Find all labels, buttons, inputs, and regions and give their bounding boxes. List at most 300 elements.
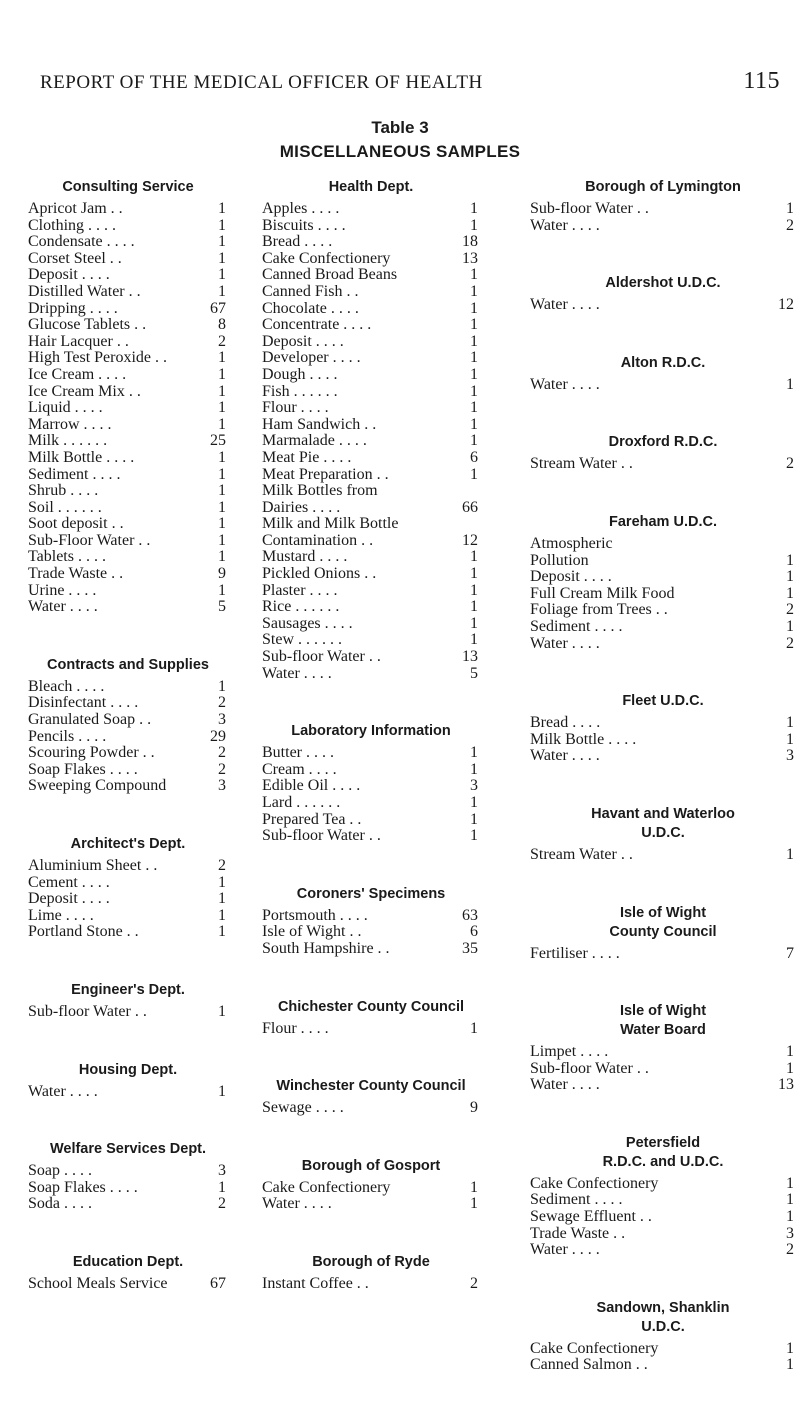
sample-row: [530, 847, 796, 864]
sample-count: 1: [470, 581, 478, 599]
sample-label: Ice Cream . . . .: [28, 365, 127, 383]
sample-label: Disinfectant . . . .: [28, 694, 139, 712]
sample-row: [530, 586, 796, 603]
sample-count: 1: [470, 794, 478, 811]
sample-row: [262, 795, 480, 812]
sample-row: [262, 301, 480, 318]
sample-section: [530, 433, 796, 473]
sample-count: 8: [218, 316, 226, 334]
sample-row: [530, 1061, 796, 1078]
sample-label: Soap Flakes . . . .: [28, 1178, 138, 1196]
sample-label: Atmospheric Pollution: [530, 534, 613, 569]
sample-row: [262, 583, 480, 600]
sample-count: 1: [470, 216, 478, 234]
sample-label: Sewage Effluent . .: [530, 1208, 652, 1226]
sample-label: Limpet . . . .: [530, 1043, 609, 1061]
sample-row: [262, 516, 480, 549]
sample-section: [262, 1077, 480, 1117]
sample-count: 1: [470, 744, 478, 762]
sample-row: [262, 649, 480, 666]
sample-row: [28, 566, 228, 583]
sample-row: [530, 748, 796, 765]
sample-row: [530, 1209, 796, 1226]
sample-label: Soap . . . .: [28, 1162, 92, 1180]
sample-label: Developer . . . .: [262, 349, 361, 367]
sample-row: [262, 467, 480, 484]
sample-count: 1: [786, 1043, 794, 1061]
sample-section: [530, 805, 796, 864]
sample-label: Full Cream Milk Food: [530, 584, 675, 602]
sample-row: [28, 1004, 228, 1021]
sample-row: [262, 1021, 480, 1038]
sample-row: [262, 666, 480, 683]
sample-row: [28, 891, 228, 908]
sample-row: [28, 1276, 228, 1293]
sample-count: 2: [786, 601, 794, 619]
sample-count: 9: [218, 565, 226, 583]
sample-label: Granulated Soap . .: [28, 711, 152, 729]
sample-count: 1: [218, 890, 226, 908]
sample-row: [262, 1180, 480, 1197]
sample-label: Biscuits . . . .: [262, 216, 346, 234]
section-heading: Coroners' Specimens: [296, 885, 446, 902]
sample-row: [262, 941, 480, 958]
sample-label: Mustard . . . .: [262, 548, 348, 566]
sample-row: [28, 908, 228, 925]
section-heading: Housing Dept.: [78, 1061, 178, 1078]
sample-label: Dough . . . .: [262, 365, 338, 383]
sample-row: [28, 599, 228, 616]
sample-label: Marmalade . . . .: [262, 432, 367, 450]
sample-label: Water . . . .: [28, 1082, 98, 1100]
sample-row: [28, 201, 228, 218]
sample-count: 1: [218, 399, 226, 417]
page-number: 115: [743, 68, 780, 94]
sample-count: 2: [218, 857, 226, 874]
sample-count: 1: [218, 200, 226, 217]
sample-label: Bread . . . .: [530, 714, 601, 732]
sample-row: [530, 732, 796, 749]
section-heading: Welfare Services Dept.: [49, 1141, 207, 1158]
sample-count: 1: [218, 365, 226, 383]
sample-count: 2: [470, 1274, 478, 1292]
sample-count: 1: [470, 1178, 478, 1196]
sample-section: [262, 722, 480, 845]
sample-count: 3: [470, 777, 478, 795]
sample-label: Water . . . .: [530, 634, 600, 652]
section-heading: Fareham U.D.C.: [609, 513, 717, 530]
sample-row: [28, 1196, 228, 1213]
sample-label: Butter . . . .: [262, 744, 334, 762]
sample-count: 63: [462, 906, 478, 924]
sample-count: 1: [218, 548, 226, 566]
sample-count: 1: [786, 617, 794, 635]
sample-label: Rice . . . . . .: [262, 598, 340, 616]
sample-row: [28, 467, 228, 484]
sample-row: [28, 450, 228, 467]
section-heading: Isle of Wight County Council: [609, 904, 717, 940]
table-title: MISCELLANEOUS SAMPLES: [279, 142, 521, 161]
sample-count: 1: [470, 332, 478, 350]
sample-count: 1: [470, 827, 478, 845]
sample-label: Scouring Powder . .: [28, 744, 155, 762]
sample-count: 1: [786, 551, 794, 569]
sample-label: Isle of Wight . .: [262, 923, 362, 941]
sample-section: [28, 981, 228, 1021]
sample-row: [28, 762, 228, 779]
sample-count: 7: [786, 944, 794, 962]
sample-row: [262, 812, 480, 829]
sample-label: School Meals Service: [28, 1274, 168, 1292]
table-heading: [0, 118, 800, 162]
sample-label: Aluminium Sheet . .: [28, 857, 158, 874]
sample-label: Deposit . . . .: [530, 568, 612, 586]
sample-row: [28, 1180, 228, 1197]
sample-label: Portland Stone . .: [28, 923, 139, 941]
sample-row: [262, 549, 480, 566]
sample-row: [530, 715, 796, 732]
section-heading: Winchester County Council: [276, 1078, 466, 1095]
sample-label: Water . . . .: [530, 1076, 600, 1094]
sample-row: [28, 679, 228, 696]
table-number: Table 3: [371, 118, 429, 137]
sample-row: [262, 400, 480, 417]
sample-row: [530, 201, 796, 218]
sample-row: [262, 334, 480, 351]
sample-label: Sediment . . . .: [28, 465, 121, 483]
sample-label: Sub-floor Water . .: [262, 648, 381, 666]
sample-label: Cake Confectionery: [262, 1178, 391, 1196]
sample-count: 1: [470, 200, 478, 217]
sample-section: [262, 1157, 480, 1213]
sample-label: Meat Preparation . .: [262, 465, 389, 483]
sample-label: Pickled Onions . .: [262, 565, 377, 583]
sample-label: Ham Sandwich . .: [262, 415, 377, 433]
sample-row: [28, 400, 228, 417]
sample-count: 9: [470, 1099, 478, 1117]
sample-count: 2: [218, 1195, 226, 1213]
sample-row: [262, 284, 480, 301]
sample-count: 1: [786, 845, 794, 863]
section-heading: Engineer's Dept.: [71, 981, 185, 998]
sample-row: [28, 712, 228, 729]
sample-label: Shrub . . . .: [28, 482, 99, 500]
sample-count: 13: [462, 648, 478, 666]
sample-row: [530, 456, 796, 473]
sample-label: Lime . . . .: [28, 906, 94, 924]
sample-label: Milk and Milk Bottle Contamination . .: [262, 515, 399, 549]
sample-row: [262, 367, 480, 384]
sample-count: 6: [470, 923, 478, 941]
sample-count: 1: [786, 568, 794, 586]
sample-section: [530, 513, 796, 652]
sample-label: Foliage from Trees . .: [530, 601, 668, 619]
sample-row: [262, 251, 480, 268]
sample-label: Soda . . . .: [28, 1195, 92, 1213]
sample-row: [530, 377, 796, 394]
sample-row: [262, 218, 480, 235]
sample-row: [530, 569, 796, 586]
sample-row: [28, 858, 228, 875]
sample-label: Dripping . . . .: [28, 299, 118, 317]
sample-row: [530, 1044, 796, 1061]
sample-section: [28, 835, 228, 941]
sample-count: 1: [218, 581, 226, 599]
sample-count: 1: [470, 1195, 478, 1213]
sample-label: South Hampshire . .: [262, 939, 390, 957]
sample-label: Stew . . . . . .: [262, 631, 342, 649]
sample-label: Soil . . . . . .: [28, 498, 102, 516]
sample-label: Soot deposit . .: [28, 515, 124, 533]
sample-row: [28, 317, 228, 334]
sample-count: 2: [786, 455, 794, 473]
sample-row: [262, 828, 480, 845]
sample-section: [530, 274, 796, 314]
sample-count: 2: [786, 634, 794, 652]
sample-count: 1: [470, 365, 478, 383]
sample-row: [28, 1163, 228, 1180]
sample-label: Fertiliser . . . .: [530, 944, 620, 962]
sample-count: 1: [218, 677, 226, 695]
sample-row: [262, 616, 480, 633]
section-heading: Sandown, Shanklin U.D.C.: [596, 1299, 730, 1335]
sample-count: 1: [470, 399, 478, 417]
sample-count: 1: [218, 282, 226, 300]
sample-label: Fish . . . . . .: [262, 382, 338, 400]
sample-row: [28, 218, 228, 235]
sample-row: [262, 201, 480, 218]
sample-label: Apples . . . .: [262, 200, 340, 217]
sample-label: Sediment . . . .: [530, 617, 623, 635]
sample-count: 5: [470, 664, 478, 682]
sample-row: [262, 1196, 480, 1213]
column-3: [530, 178, 796, 1374]
sample-label: Deposit . . . .: [28, 890, 110, 908]
sample-row: [530, 1357, 796, 1374]
sample-row: [28, 549, 228, 566]
sample-row: [28, 1084, 228, 1101]
sample-count: 2: [786, 1241, 794, 1259]
sample-label: Lard . . . . . .: [262, 794, 341, 811]
sample-label: Deposit . . . .: [28, 266, 110, 284]
sample-label: Water . . . .: [28, 598, 98, 616]
sample-label: Apricot Jam . .: [28, 200, 123, 217]
sample-row: [262, 599, 480, 616]
sample-count: 1: [470, 282, 478, 300]
sample-row: [530, 1077, 796, 1094]
sample-count: 1: [786, 1059, 794, 1077]
sample-count: 1: [218, 233, 226, 251]
sample-count: 1: [470, 432, 478, 450]
sample-count: 1: [218, 906, 226, 924]
sample-label: Distilled Water . .: [28, 282, 141, 300]
sample-label: Clothing . . . .: [28, 216, 117, 234]
sample-section: [530, 178, 796, 234]
sample-row: [28, 924, 228, 941]
sample-label: Sub-Floor Water . .: [28, 531, 151, 549]
sample-section: [262, 885, 480, 958]
sample-section: [28, 1061, 228, 1101]
sample-label: Meat Pie . . . .: [262, 448, 352, 466]
sample-label: Trade Waste . .: [530, 1224, 626, 1242]
sample-label: Milk Bottle . . . .: [28, 448, 135, 466]
sample-section: [28, 178, 228, 616]
sample-count: 2: [218, 744, 226, 762]
sample-label: Deposit . . . .: [262, 332, 344, 350]
sample-section: [530, 1134, 796, 1259]
sample-row: [28, 350, 228, 367]
sample-count: 1: [218, 266, 226, 284]
sample-label: Tablets . . . .: [28, 548, 106, 566]
sample-count: 1: [786, 714, 794, 732]
sample-section: [28, 656, 228, 795]
sample-row: [262, 778, 480, 795]
sample-label: Flour . . . .: [262, 399, 329, 417]
sample-count: 2: [218, 760, 226, 778]
sample-label: Cake Confectionery: [530, 1174, 659, 1192]
section-heading: Borough of Ryde: [312, 1253, 430, 1270]
sample-count: 2: [218, 332, 226, 350]
section-heading: Petersfield R.D.C. and U.D.C.: [602, 1134, 724, 1170]
sample-count: 1: [470, 299, 478, 317]
sample-row: [28, 729, 228, 746]
sample-count: 1: [470, 415, 478, 433]
sample-label: Canned Broad Beans: [262, 266, 398, 284]
sample-section: [262, 998, 480, 1038]
sample-count: 1: [218, 216, 226, 234]
sample-label: Urine . . . .: [28, 581, 97, 599]
sample-row: [262, 566, 480, 583]
sample-label: Stream Water . .: [530, 845, 633, 863]
sample-count: 1: [470, 810, 478, 828]
sample-count: 2: [786, 216, 794, 234]
column-1: [28, 178, 228, 1293]
sample-count: 1: [218, 1178, 226, 1196]
sample-label: Corset Steel . .: [28, 249, 122, 267]
sample-count: 1: [218, 1082, 226, 1100]
sample-label: Milk Bottles from Dairies . . . .: [262, 482, 378, 516]
sample-row: [262, 350, 480, 367]
sample-row: [262, 632, 480, 649]
sample-row: [262, 450, 480, 467]
sample-count: 1: [470, 349, 478, 367]
sample-row: [530, 1192, 796, 1209]
sample-label: Bleach . . . .: [28, 677, 105, 695]
sample-label: Instant Coffee . .: [262, 1274, 369, 1292]
sample-row: [262, 762, 480, 779]
sample-label: Milk Bottle . . . .: [530, 730, 637, 748]
sample-count: 1: [470, 316, 478, 334]
section-heading: Alton R.D.C.: [620, 354, 706, 371]
sample-label: Sediment . . . .: [530, 1191, 623, 1209]
sample-row: [28, 500, 228, 517]
sample-label: Sewage . . . .: [262, 1099, 344, 1117]
sample-count: 1: [470, 598, 478, 616]
section-heading: Laboratory Information: [291, 723, 451, 740]
sample-section: [530, 692, 796, 765]
sample-count: 1: [470, 465, 478, 483]
sample-row: [28, 367, 228, 384]
sample-count: 1: [786, 1356, 794, 1374]
sample-count: 3: [218, 1162, 226, 1180]
sample-section: [530, 1299, 796, 1374]
sample-count: 13: [462, 249, 478, 267]
sample-count: 1: [470, 548, 478, 566]
sample-count: 1: [786, 200, 794, 217]
running-title: REPORT OF THE MEDICAL OFFICER OF HEALTH: [40, 72, 483, 93]
sample-label: Marrow . . . .: [28, 415, 112, 433]
section-heading: Fleet U.D.C.: [622, 693, 704, 710]
sample-count: 6: [470, 448, 478, 466]
sample-count: 3: [786, 747, 794, 765]
sample-label: Canned Salmon . .: [530, 1356, 648, 1374]
sample-section: [530, 904, 796, 963]
sample-row: [262, 317, 480, 334]
section-heading: Droxford R.D.C.: [608, 434, 718, 451]
sample-row: [530, 602, 796, 619]
sample-count: 1: [786, 1208, 794, 1226]
sample-count: 2: [218, 694, 226, 712]
sample-label: Ice Cream Mix . .: [28, 382, 141, 400]
sample-row: [530, 1341, 796, 1358]
sample-count: 1: [786, 375, 794, 393]
sample-label: Plaster . . . .: [262, 581, 338, 599]
sample-count: 1: [218, 382, 226, 400]
sample-count: 1: [786, 1174, 794, 1192]
sample-label: Sub-floor Water . .: [530, 200, 649, 217]
sample-count: 13: [778, 1076, 794, 1094]
sample-count: 67: [210, 299, 226, 317]
sample-count: 3: [218, 777, 226, 795]
sample-label: Trade Waste . .: [28, 565, 124, 583]
sample-count: 3: [786, 1224, 794, 1242]
sample-row: [262, 433, 480, 450]
sample-label: Water . . . .: [530, 216, 600, 234]
sample-count: 1: [470, 760, 478, 778]
section-heading: Borough of Gosport: [301, 1157, 441, 1174]
sample-label: Glucose Tablets . .: [28, 316, 147, 334]
sample-row: [262, 924, 480, 941]
sample-section: [262, 1253, 480, 1293]
sample-row: [530, 218, 796, 235]
sample-row: [530, 946, 796, 963]
sample-label: Soap Flakes . . . .: [28, 760, 138, 778]
sample-row: [262, 1276, 480, 1293]
sample-count: 12: [778, 296, 794, 314]
sample-row: [28, 301, 228, 318]
sample-label: Hair Lacquer . .: [28, 332, 129, 350]
sample-row: [262, 1100, 480, 1117]
sample-label: Sub-floor Water . .: [28, 1002, 147, 1020]
sample-row: [262, 417, 480, 434]
sample-count: 1: [218, 1002, 226, 1020]
sample-row: [28, 516, 228, 533]
sample-row: [28, 251, 228, 268]
sample-count: 1: [470, 266, 478, 284]
sample-label: High Test Peroxide . .: [28, 349, 168, 367]
sample-row: [530, 297, 796, 314]
section-heading: Borough of Lymington: [585, 179, 741, 195]
sample-section: [262, 178, 480, 682]
sample-label: Cream . . . .: [262, 760, 337, 778]
sample-label: Chocolate . . . .: [262, 299, 359, 317]
sample-count: 1: [218, 873, 226, 891]
sample-label: Edible Oil . . . .: [262, 777, 361, 795]
sample-count: 25: [210, 432, 226, 450]
sample-count: 1: [218, 448, 226, 466]
section-heading: Isle of Wight Water Board: [619, 1003, 707, 1039]
sample-label: Sub-floor Water . .: [262, 827, 381, 845]
